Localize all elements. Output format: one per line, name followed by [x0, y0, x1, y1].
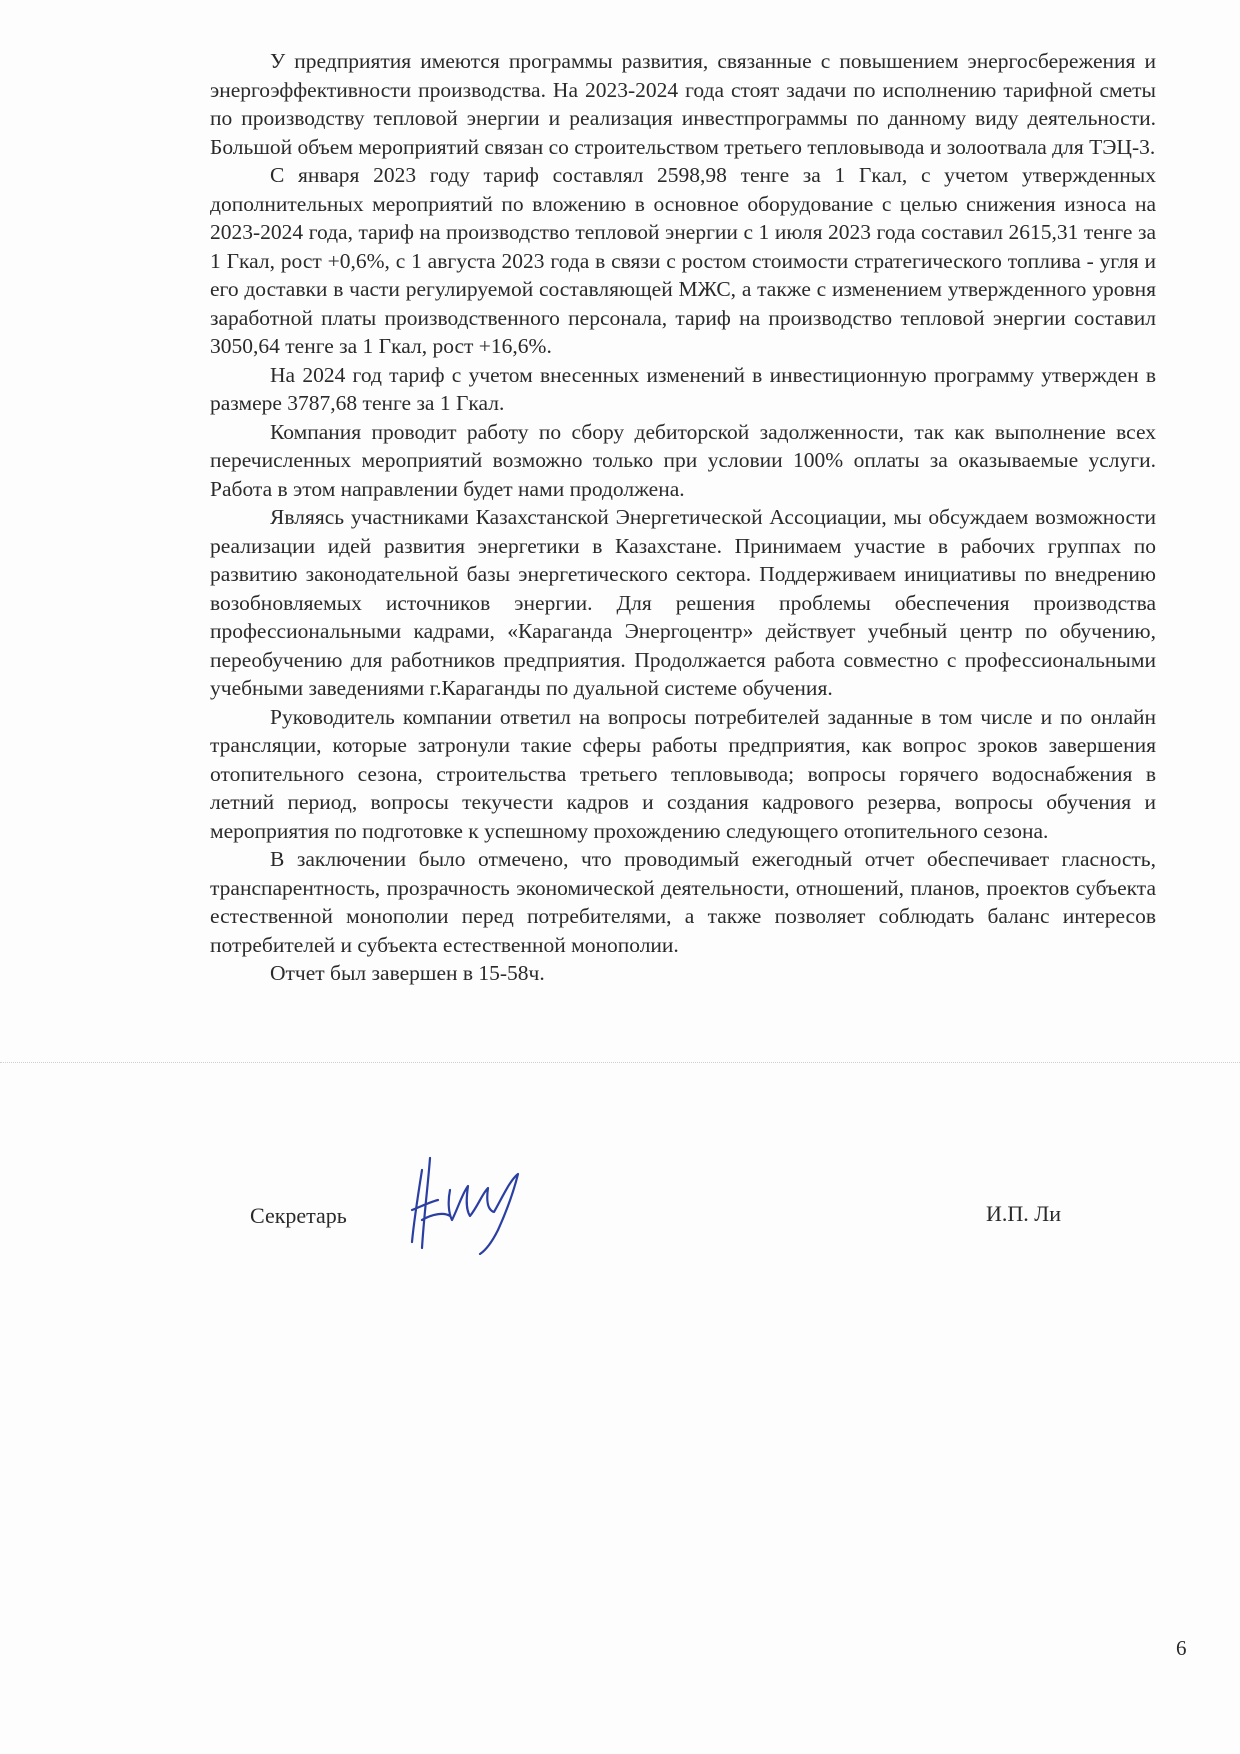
paragraph-energy-association: Являясь участниками Казахстанской Энергетической Ассоциации, мы обсуждаем возможности реализации идей развития энергетики в Казахстане. Принимаем участие в рабочих группах по развитию законодательной базы энергетического сектора. Поддерживаем инициативы по внедрению возобновляемых источников энергии. Для решения проблемы обеспечения производства профессиональными кадрами, «Караганда Энергоцентр» действует учебный центр по обучению, переобучению для работников предприятия. Продолжается работа совместно с профессиональными учебными заведениями г.Караганды по дуальной системе обучения.	[210, 505, 1156, 700]
scan-divider	[0, 1062, 1240, 1063]
page-number: 6	[1176, 1636, 1187, 1660]
signatory-name: И.П. Ли	[986, 1201, 1061, 1226]
handwritten-signature	[400, 1150, 550, 1255]
signature-role: Секретарь	[250, 1203, 347, 1228]
paragraph-tariff-2023: С января 2023 году тариф составлял 2598,98 тенге за 1 Гкал, с учетом утвержденных дополнительных мероприятий по вложению в основное оборудование с целью снижения износа на 2023-2024 года, тариф на производство тепловой энергии с 1 июля 2023 года составил 2615,31 тенге за 1 Гкал, рост +0,6%, с 1 августа 2023 года в связи с ростом стоимости стратегического топлива - угля и его доставки в части регулируемой составляющей МЖС, а также с изменением утвержденного уровня заработной платы производственного персонала, тариф на производство тепловой энергии составил 3050,64 тенге за 1 Гкал, рост +16,6%.	[210, 163, 1156, 358]
paragraph-conclusion: В заключении было отмечено, что проводимый ежегодный отчет обеспечивает гласность, транспарентность, прозрачность экономической деятельности, отношений, планов, проектов субъекта естественной монополии перед потребителями, а также позволяет соблюдать баланс интересов потребителей и субъекта естественной монополии.	[210, 847, 1156, 957]
paragraph-development-programs: У предприятия имеются программы развития, связанные с повышением энергосбережения и энергоэффективности производства. На 2023-2024 года стоят задачи по исполнению тарифной сметы по производству тепловой энергии и реализация инвестпрограммы по данному виду деятельности. Большой объем мероприятий связан со строительством третьего тепловывода и золоотвала для ТЭЦ-3.	[210, 49, 1156, 159]
body-text	[210, 47, 1156, 988]
paragraph-receivables: Компания проводит работу по сбору дебиторской задолженности, так как выполнение всех перечисленных мероприятий возможно только при условии 100% оплаты за оказываемые услуги. Работа в этом направлении будет нами продолжена.	[210, 419, 1156, 501]
paragraph-report-end: Отчет был завершен в 15-58ч.	[270, 961, 545, 985]
paragraph-questions: Руководитель компании ответил на вопросы потребителей заданные в том числе и по онлайн трансляции, которые затронули такие сферы работы предприятия, как вопрос зроков завершения отопительного сезона, строительства третьего тепловывода; вопросы горячего водоснабжения в летний период, вопросы текучести кадров и создания кадрового резерва, вопросы обучения и мероприятия по подготовке к успешному прохождению следующего отопительного сезона.	[210, 704, 1156, 843]
paragraph-tariff-2024: На 2024 год тариф с учетом внесенных изменений в инвестиционную программу утвержден в размере 3787,68 тенге за 1 Гкал.	[210, 362, 1156, 415]
